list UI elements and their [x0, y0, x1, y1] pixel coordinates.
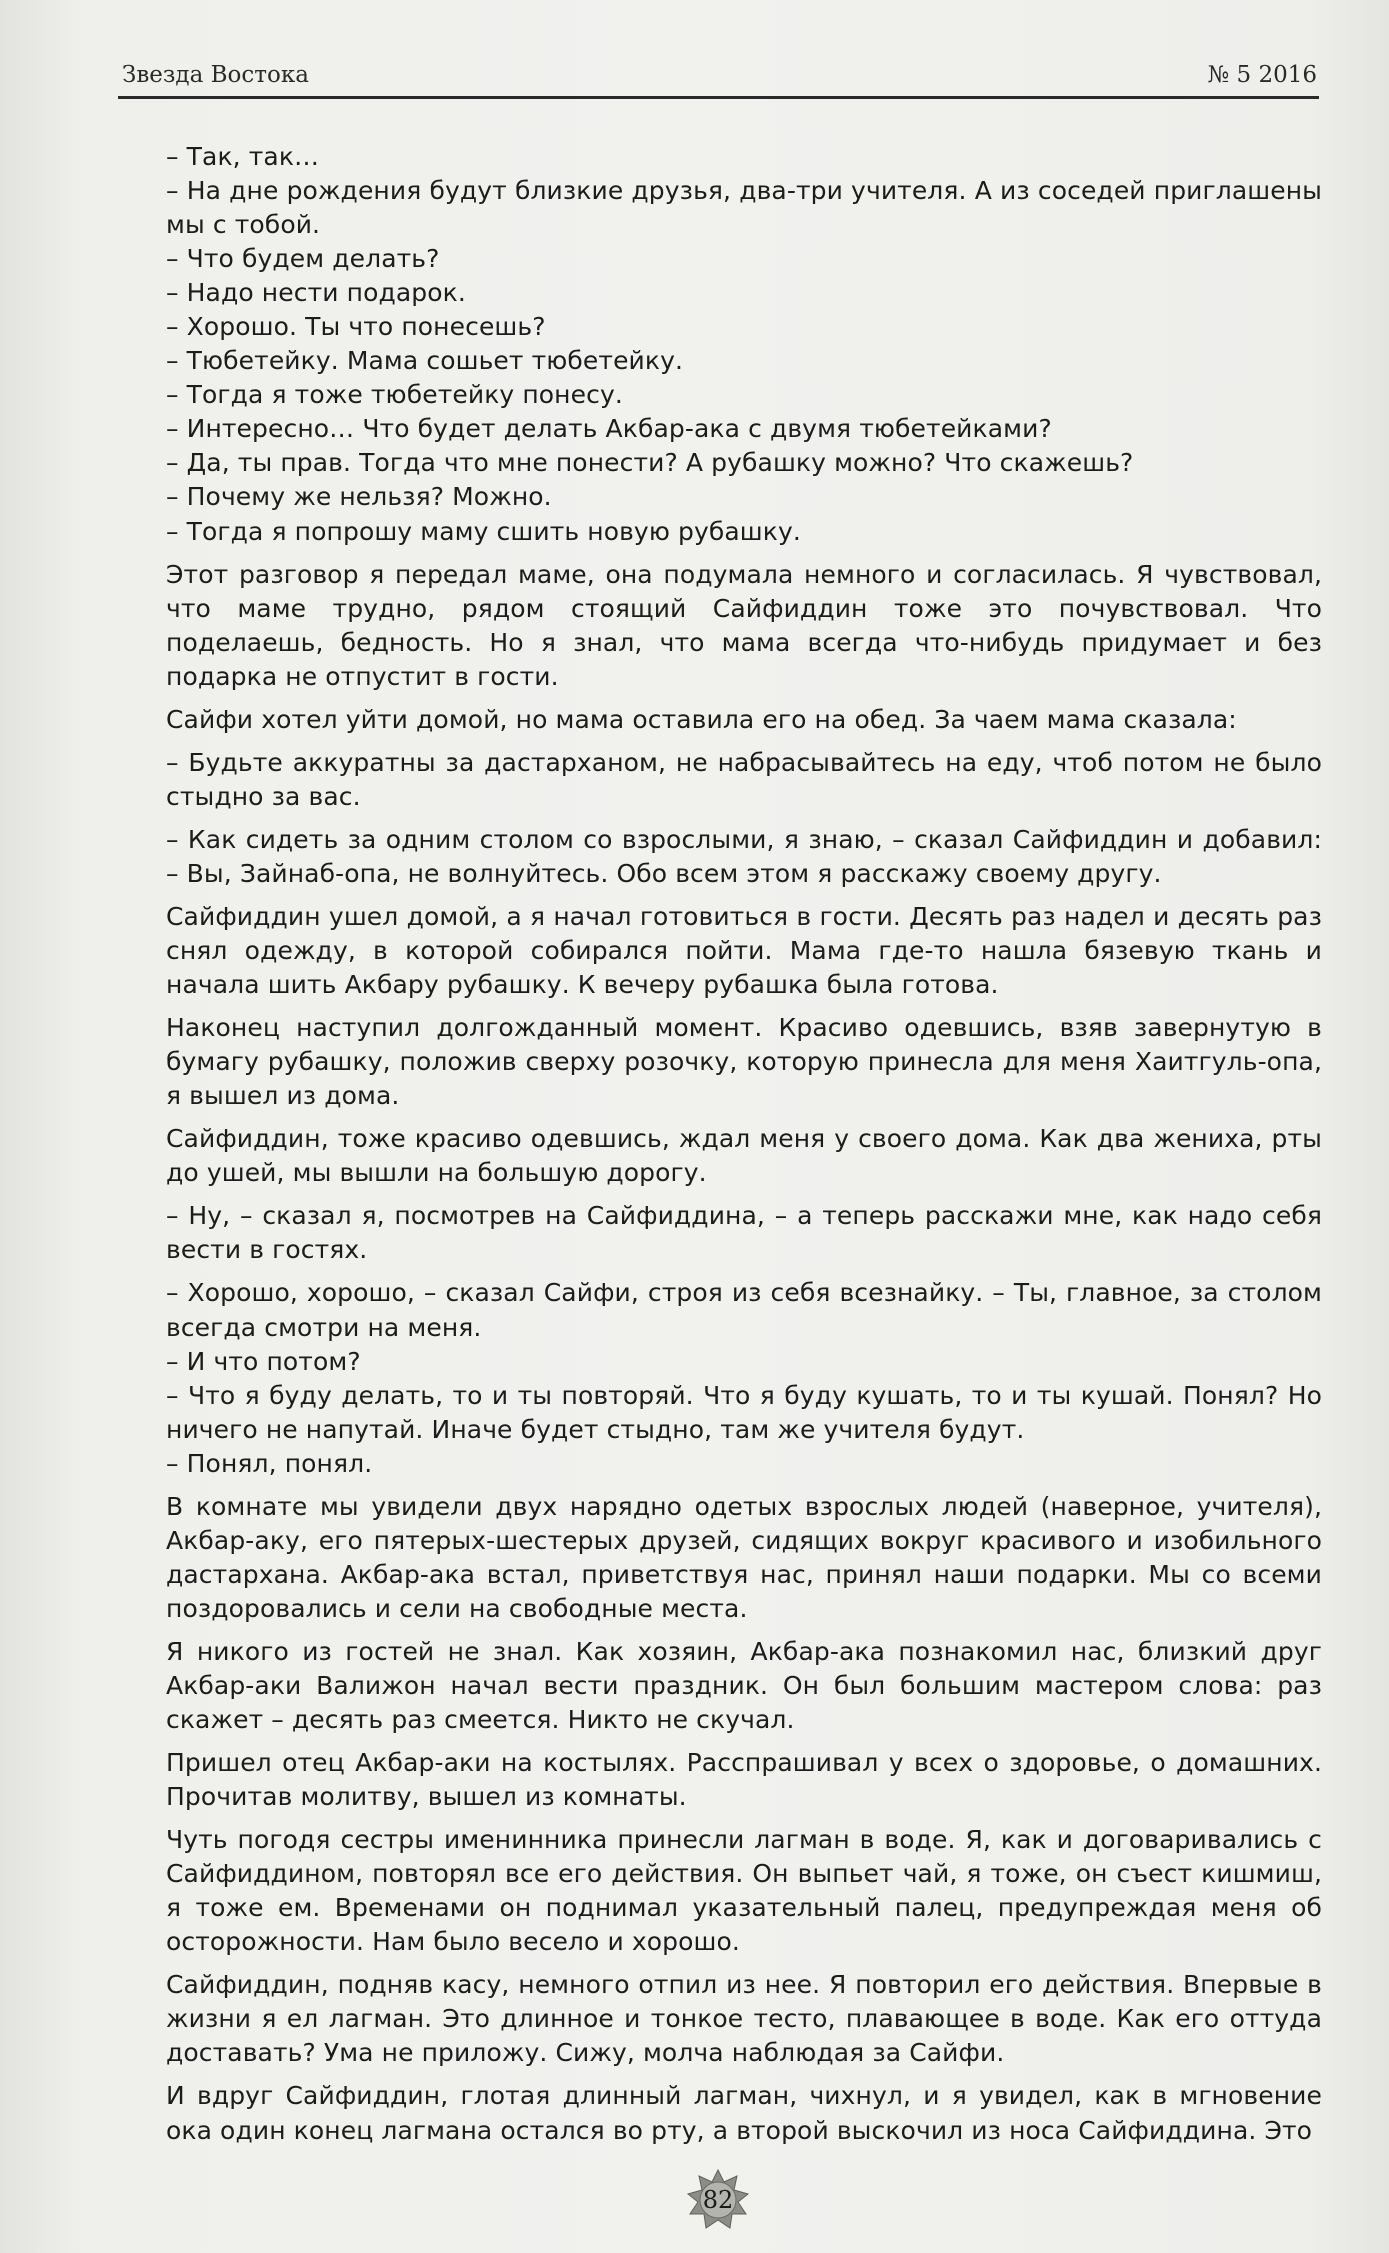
paragraph: Сайфиддин ушел домой, а я начал готовиться в гости. Десять раз надел и десять раз снял одежду, в которой собирался пойти. Мама где-то нашла бязевую ткань и начала шить Акбару рубашку. К вечеру рубашка была готова.: [166, 901, 1322, 1000]
paragraph: – Ну, – сказал я, посмотрев на Сайфиддина, – а теперь расскажи мне, как надо себя вести в гостях.: [166, 1201, 1322, 1265]
paragraph: – Да, ты прав. Тогда что мне понести? А рубашку можно? Что скажешь?: [166, 448, 1134, 478]
page-number-badge: [686, 2168, 750, 2232]
paragraph: – Как сидеть за одним столом со взрослыми, я знаю, – сказал Сайфиддин и добавил: – Вы, Зайнаб-опа, не волнуйтесь. Обо всем этом я расскажу своему другу.: [166, 824, 1322, 888]
paragraph: – Интересно… Что будет делать Акбар-ака с двумя тюбетейками?: [166, 414, 1052, 444]
paragraph: Сайфиддин, тоже красиво одевшись, ждал меня у своего дома. Как два жениха, рты до ушей, мы вышли на большую дорогу.: [166, 1124, 1322, 1188]
paragraph: Этот разговор я передал маме, она подумала немного и согласилась. Я чувствовал, что маме трудно, рядом стоящий Сайфиддин тоже это почувствовал. Что поделаешь, бедность. Но я знал, что мама всегда что-нибудь придумает и без подарка не отпустит в гости.: [166, 559, 1322, 691]
paragraph: – Тогда я тоже тюбетейку понесу.: [166, 380, 623, 410]
page-footer: [0, 2168, 1389, 2238]
running-header: [118, 56, 1319, 99]
journal-title: Звезда Востока: [122, 62, 309, 88]
issue-number: № 5 2016: [1207, 62, 1317, 88]
paragraph: И вдруг Сайфиддин, глотая длинный лагман, чихнул, и я увидел, как в мгновение ока один конец лагмана остался во рту, а второй выскочил из носа Сайфиддина. Это: [166, 2081, 1322, 2145]
paragraph: Я никого из гостей не знал. Как хозяин, Акбар-ака познакомил нас, близкий друг Акбар-аки Валижон начал вести праздник. Он был большим мастером слова: раз скажет – десять раз смеется. Никто не скучал.: [166, 1636, 1322, 1735]
paragraph: – Будьте аккуратны за дастарханом, не набрасывайтесь на еду, чтоб потом не было стыдно за вас.: [166, 747, 1322, 811]
paragraph: – На дне рождения будут близкие друзья, два-три учителя. А из соседей приглашены мы с тобой.: [166, 176, 1322, 240]
paragraph: Сайфи хотел уйти домой, но мама оставила его на обед. За чаем мама сказала:: [166, 704, 1237, 734]
paragraph: – Почему же нельзя? Можно.: [166, 482, 552, 512]
paragraph: – Хорошо. Ты что понесешь?: [166, 312, 546, 342]
paragraph: – Хорошо, хорошо, – сказал Сайфи, строя из себя всезнайку. – Ты, главное, за столом всегда смотри на меня.: [166, 1278, 1322, 1342]
paragraph: – Понял, понял.: [166, 1448, 373, 1478]
paragraph: – Тюбетейку. Мама сошьет тюбетейку.: [166, 346, 684, 376]
paragraph: Наконец наступил долгожданный момент. Красиво одевшись, взяв завернутую в бумагу рубашку, положив сверху розочку, которую принесла для меня Хаитгуль-опа, я вышел из дома.: [166, 1013, 1322, 1111]
paragraph: – Надо нести подарок.: [166, 278, 466, 308]
paragraph: – И что потом?: [166, 1346, 361, 1376]
paragraph: Пришел отец Акбар-аки на костылях. Расспрашивал у всех о здоровье, о домашних. Прочитав молитву, вышел из комнаты.: [166, 1748, 1322, 1812]
paragraph: – Что я буду делать, то и ты повторяй. Что я буду кушать, то и ты кушай. Понял? Но ничего не напутай. Иначе будет стыдно, там же учителя будут.: [166, 1380, 1322, 1444]
paragraph: – Тогда я попрошу маму сшить новую рубашку.: [166, 516, 801, 546]
paragraph: – Так, так…: [166, 142, 320, 171]
paragraph: Чуть погодя сестры именинника принесли лагман в воде. Я, как и договаривались с Сайфиддином, повторял все его действия. Он выпьет чай, я тоже, он съест кишмиш, я тоже ем. Временами он поднимал указательный палец, предупреждая меня об осторожности. Нам было весело и хорошо.: [166, 1825, 1322, 1957]
article-body: [166, 140, 1322, 2148]
paragraph: В комнате мы увидели двух нарядно одетых взрослых людей (наверное, учителя), Акбар-аку, его пятерых-шестерых друзей, сидящих вокруг красивого и изобильного дастархана. Акбар-ака встал, приветствуя нас, принял наши подарки. Мы со всеми поздоровались и сели на свободные места.: [166, 1491, 1322, 1623]
page-number: 82: [702, 2186, 734, 2214]
paragraph: Сайфиддин, подняв касу, немного отпил из нее. Я повторил его действия. Впервые в жизни я ел лагман. Это длинное и тонкое тесто, плавающее в воде. Как его оттуда доставать? Ума не приложу. Сижу, молча наблюдая за Сайфи.: [166, 1970, 1322, 2068]
paragraph: – Что будем делать?: [166, 244, 440, 274]
